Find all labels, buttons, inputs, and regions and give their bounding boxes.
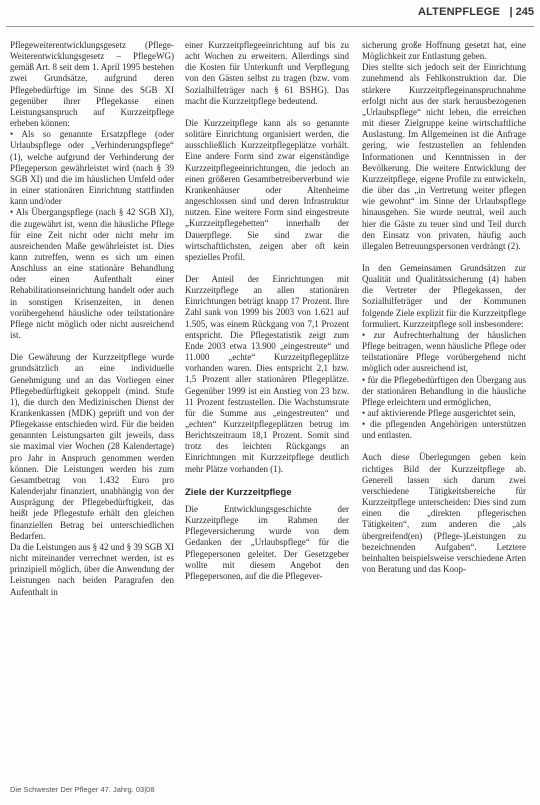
paragraph: sicherung große Hoffnung gesetzt hat, eine Möglichkeit zur Entlastung geben. (362, 40, 526, 62)
bullet-item: • Als so genannte Ersatzpflege (oder Urlaubspflege oder „Verhinderungspflege“ (1), welche aufgrund der Verhinderung der Pflegeperson gewährleistet wird (nach § 39 SGB XI) und die im häuslichen Umfeld oder in einer stationären Einrichtung stattfinden kann und/oder (10, 129, 174, 207)
paragraph: Auch diese Überlegungen geben kein richtiges Bild der Kurzzeitpflege ab. Generell lassen sich darum zwei verschiedene Tätigkeitsbereiche für Kurzzeitpflege unterscheiden: Dies sind zum einen die „direkten pflegerischen Tätigkeiten“, zum anderen die „als übergreifend(en) (Pflege-)Leistungen zu bezeichnenden Aufgaben“. Letztere beinhalten beispielsweise verschiedene Arten von Beratung und das Koop- (362, 452, 526, 575)
bullet-item: • Als Übergangspflege (nach § 42 SGB XI), die zugewährt ist, wenn die häusliche Pflege für eine Zeit nicht oder nicht mehr im ausreichenden Maße gewährleistet ist. Dies kann zutreffen, wenn es sich um einen Anschluss an eine stationäre Behandlung oder einen Aufenthalt einer Rehabilitationseinrichtung handelt oder auch in sonstigen Krisenzeiten, in denen vorübergehend häusliche oder teilstationäre Pflege nicht möglich oder nicht ausreichend ist. (10, 207, 174, 341)
page-footer: Die Schwester Der Pfleger 47. Jahrg. 03|08 (10, 785, 155, 794)
header-rule (6, 26, 534, 27)
bullet-item: • zur Aufrechterhaltung der häuslichen Pflege beitragen, wenn häusliche Pflege oder teilstationäre Pflege vorübergehend nicht möglich oder ausreichend ist, (362, 329, 526, 374)
paragraph: Pflegeweiterentwicklungsgesetz (Pflege-Weiterentwicklungsgesetz – PflegeWG) gemäß Art. 8 seit dem 1. April 1995 bestehen zwei Grundsätze, aufgrund deren Pflegebedürftige im Sinne des SGB XI gegenüber ihrer Pflegekasse einen Leistungsanspruch auf Kurzzeitpflege erheben können: (10, 40, 174, 129)
paragraph: Da die Leistungen aus § 42 und § 39 SGB XI nicht miteinander verrechnet werden, ist es prinzipiell möglich, über die Anwendung der Leistungen nach beiden Paragrafen den Aufenthalt in (10, 541, 174, 597)
paragraph: Die Entwicklungsgeschichte der Kurzzeitpflege im Rahmen der Pflegeversicherung wurde von dem Gedanken der „Urlaubspflege“ für die Pflegepersonen geleitet. Der Gesetzgeber wollte mit diesem Angebot den Pflegepersonen, auf die die Pflegever- (185, 503, 349, 581)
page-number: | 245 (509, 6, 534, 18)
text-column-right (362, 40, 526, 775)
paragraph: Der Anteil der Einrichtungen mit Kurzzeitpflege an allen stationären Einrichtungen beträgt knapp 17 Prozent. Ihre Zahl sank von 1999 bis 2003 von 1.621 auf 1.505, was einem Rückgang von 7,1 Prozent entspricht. Die Pflegestatistik zeigt zum Ende 2003 etwa 13.900 „eingestreute“ und 11.000 „echte“ Kurzzeitpflegeplätze vorhanden waren. Dies entspricht 2,1 bzw. 1,5 Prozent aller stationären Pflegeplätze. Gegenüber 1999 ist ein Anstieg von 23 bzw. 11 Prozent festzustellen. Die Wachstumsrate für die Summe aus „eingestreuten“ und „echten“ Kurzzeitpflegeplätzen betrug im Berichtszeitraum 18,1 Prozent. Somit sind trotz des leichten Rückgangs an Einrichtungen mit Kurzzeitpflege deutlich mehr Plätze vorhanden (1). (185, 273, 349, 474)
paragraph: Die Kurzzeitpflege kann als so genannte solitäre Einrichtung organisiert werden, die ausschließlich Kurzzeitpflegeplätze vorhält. Eine andere Form sind zwar eigenständige Kurzzeitpflegeeinrichtungen, die jedoch an einen größeren Gesamtbetreiberverbund wie Krankenhäuser oder Altenheime angeschlossen sind und deren Infrastruktur nutzen. Eine weitere Form sind eingestreute „Kurzzeitpflegebetten“ innerhalb der Dauerpflege. Sie sind zwar die wirtschaftlichsten, zeigen aber oft kein spezielles Profil. (185, 117, 349, 262)
paragraph: einer Kurzzeitpflegeeinrichtung auf bis zu acht Wochen zu erweitern. Allerdings sind die Kosten für Unterkunft und Verpflegung von den Gästen selbst zu tragen (bzw. vom Sozialhilfeträger nach § 61 BSHG). Das macht die Kurzzeitpflege bedeutend. (185, 40, 349, 106)
text-column-middle (185, 40, 349, 775)
section-title: ALTENPFLEGE (417, 6, 500, 18)
bullet-item: • für die Pflegebedürftigen den Übergang aus der stationären Behandlung in die häusliche Pflege erleichtern und ermöglichen, (362, 374, 526, 407)
bullet-item: • die pflegenden Angehörigen unterstützen und entlasten. (362, 419, 526, 441)
text-column-left (10, 40, 174, 775)
paragraph: In den Gemeinsamen Grundsätzen zur Qualität und Qualitätssicherung (4) haben die Vertreter der Pflegekassen, der Sozialhilfeträger und der Kommunen folgende Ziele explizit für die Kurzzeitpflege formuliert. Kurzzeitpflege soll insbesondere: (362, 262, 526, 329)
bullet-item: • auf aktivierende Pflege ausgerichtet sein, (362, 408, 516, 418)
page-header (0, 0, 540, 24)
paragraph: Die Gewährung der Kurzzeitpflege wurde grundsätzlich an eine individuelle Genehmigung und an das Vorliegen einer Pflegebedürftigkeit gekoppelt (mind. Stufe 1), die durch den Medizinischen Dienst der Krankenkassen (MDK) geprüft und von der Pflegekasse entschieden wird. Für die beiden genannten Leistungsarten gilt jeweils, dass sie maximal vier Wochen (28 Kalendertage) pro Jahr in Anspruch genommen werden können. Die Leistungen werden bis zum Gesamtbetrag von 1.432 Euro pro Kalenderjahr finanziert, unabhängig von der Ausprägung der Pflegebedürftigkeit, das heißt jede Pflegestufe erhält den gleichen finanziellen Betrag bei unterschiedlichen Bedarfen. (10, 352, 174, 541)
section-subheading: Ziele der Kurzzeitpflege (185, 486, 292, 498)
paragraph: Dies stellte sich jedoch seit der Einrichtung zunehmend als Fehlkonstruktion dar. Die stärkere Kurzzeitpflegeinanspruchnahme erfolgt nicht aus der stark herausbezogenen „Urlaubspflege“ nicht leben, die erreichen mit dieser Zielgruppe keine wirtschaftliche Auslastung. Im Allgemeinen ist die Anfrage gering, wie festzustellen an fehlenden Informationen und Kenntnissen in der Bevölkerung. Die weitere Entwicklung der Kurzzeitpflege, eigene Profile zu entwickeln, die über das „in Vertretung weiter pflegen wie gewohnt“ im Sinne der Urlaubspflege hinausgehen. Sie wurde neutral, weil auch hier die Gäste zu teuer sind und Teil durch den Einsatz von privaten, häufig auch illegalen Betreuungspersonen verdrängt (2). (362, 62, 526, 251)
